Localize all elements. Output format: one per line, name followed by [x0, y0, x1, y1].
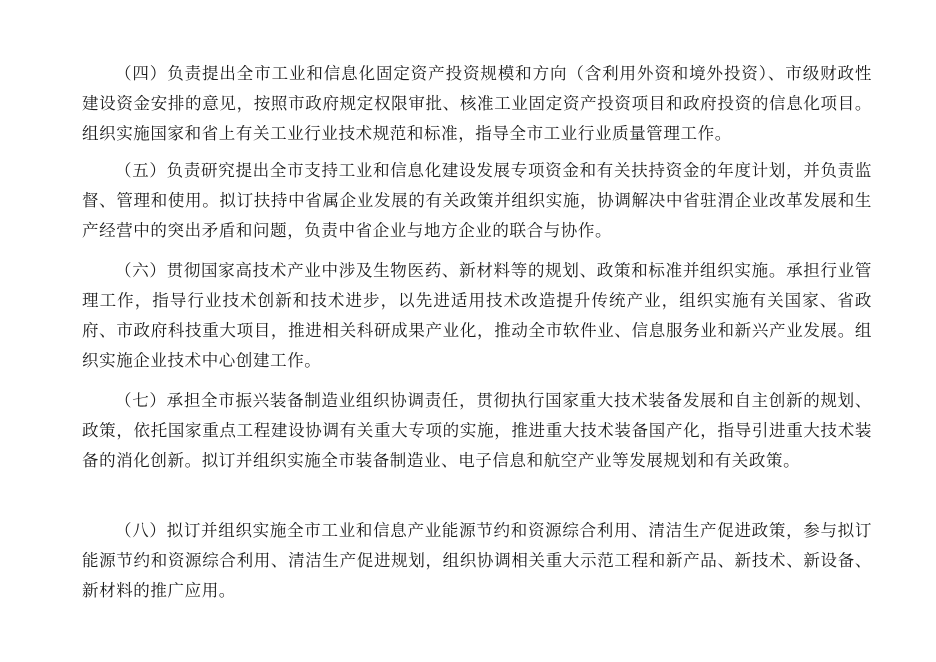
paragraph-item-6: （六）贯彻国家高技术产业中涉及生物医药、新材料等的规划、政策和标准并组织实施。承担行业管理工作，指导行业技术创新和技术进步，以先进适用技术改造提升传统产业，组织实施有关国家、省政府、市政府科技重大项目，推进相关科研成果产业化，推动全市软件业、信息服务业和新兴产业发展。组织实施企业技术中心创建工作。: [82, 261, 872, 370]
paragraph-item-4: （四）负责提出全市工业和信息化固定资产投资规模和方向（含利用外资和境外投资）、市级财政性建设资金安排的意见，按照市政府规定权限审批、核准工业固定资产投资项目和政府投资的信息化项目。组织实施国家和省上有关工业行业技术规范和标准，指导全市工业行业质量管理工作。: [82, 64, 872, 143]
paragraph-item-8: （八）拟订并组织实施全市工业和信息产业能源节约和资源综合利用、清洁生产促进政策，参与拟订能源节约和资源综合利用、清洁生产促进规划，组织协调相关重大示范工程和新产品、新技术、新设备、新材料的推广应用。: [82, 521, 872, 600]
paragraph-item-5: （五）负责研究提出全市支持工业和信息化建设发展专项资金和有关扶持资金的年度计划，并负责监督、管理和使用。拟订扶持中省属企业发展的有关政策并组织实施，协调解决中省驻渭企业改革发展和生产经营中的突出矛盾和问题，负责中省企业与地方企业的联合与协作。: [82, 161, 872, 240]
paragraph-item-7: （七）承担全市振兴装备制造业组织协调责任，贯彻执行国家重大技术装备发展和自主创新的规划、政策，依托国家重点工程建设协调有关重大专项的实施，推进重大技术装备国产化，指导引进重大技术装备的消化创新。拟订并组织实施全市装备制造业、电子信息和航空产业等发展规划和有关政策。: [82, 391, 872, 470]
